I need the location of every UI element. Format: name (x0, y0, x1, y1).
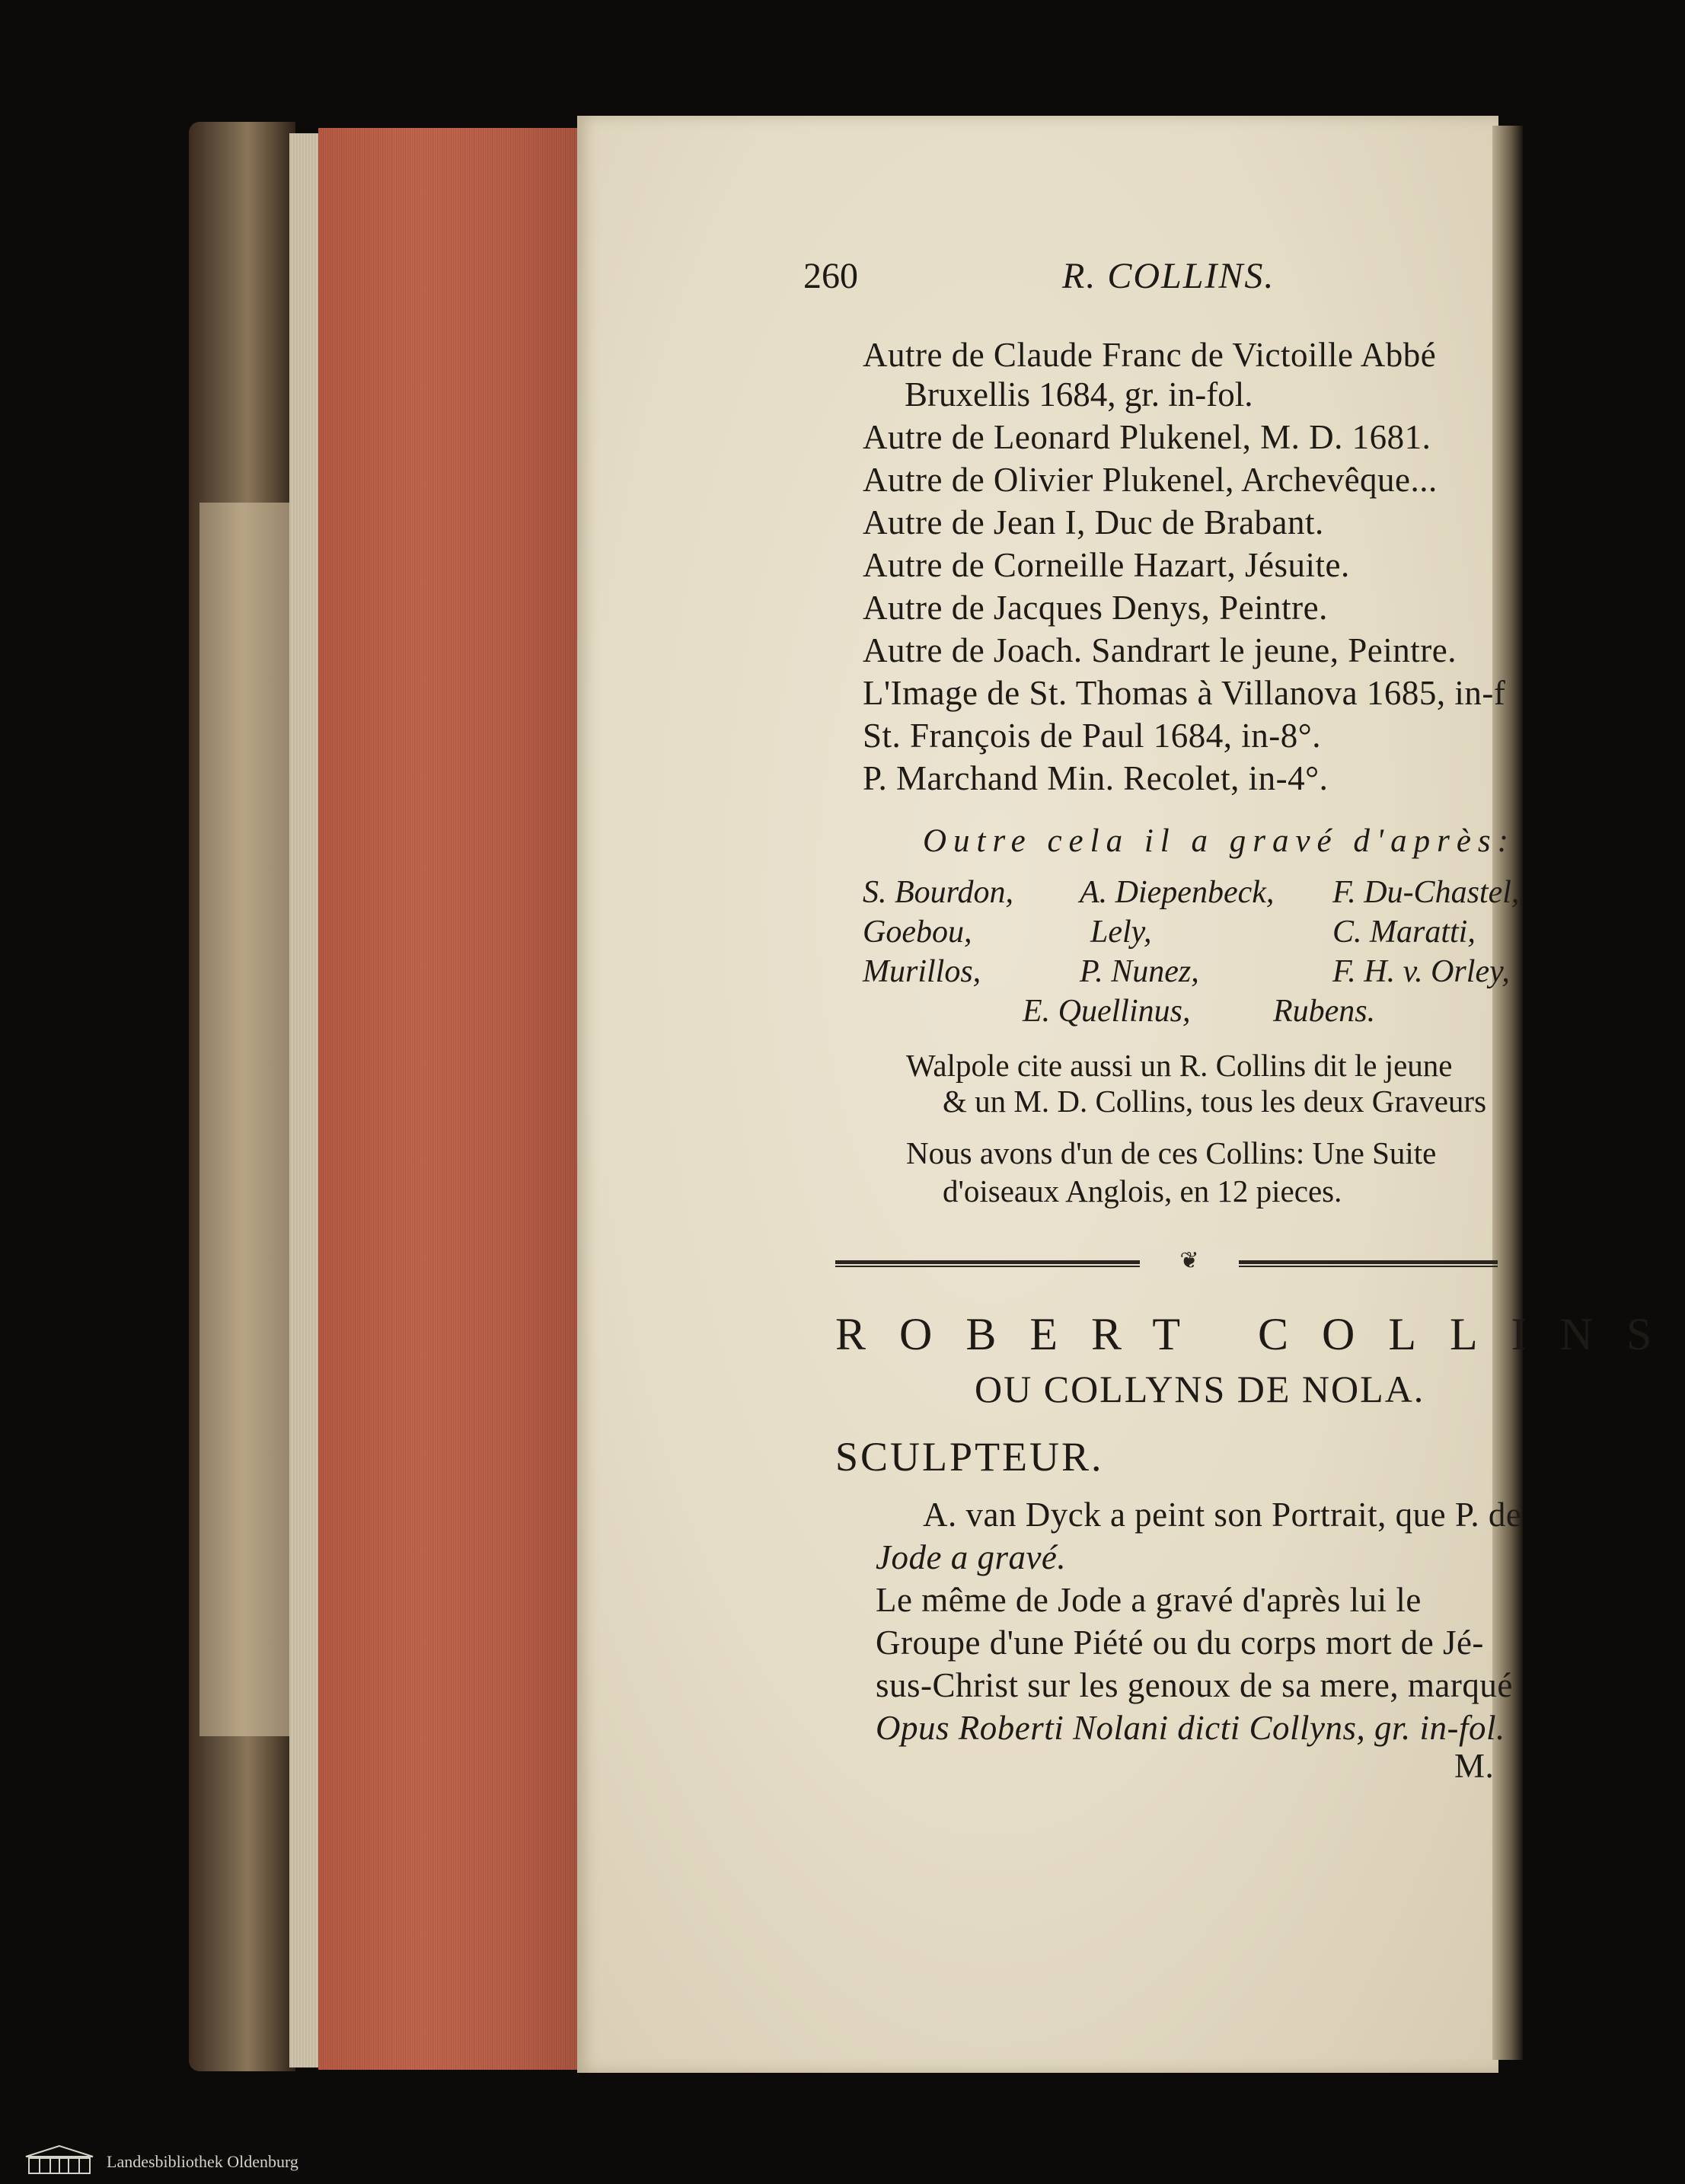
role-heading: SCULPTEUR. (835, 1434, 1104, 1480)
body-line: Groupe d'une Piété ou du corps mort de Jé- (876, 1624, 1484, 1662)
walpole-note: Walpole cite aussi un R. Collins dit le jeune (906, 1048, 1453, 1083)
body-line: Le même de Jode a gravé d'après lui le (876, 1581, 1422, 1619)
collins-note: Nous avons d'un de ces Collins: Une Suite (906, 1135, 1437, 1170)
portrait-line: P. Marchand Min. Recolet, in-4°. (863, 759, 1329, 797)
artist-name: F. Du-Chastel, (1332, 875, 1520, 910)
collins-note: d'oiseaux Anglois, en 12 pieces. (943, 1173, 1342, 1209)
artist-name: A. Diepenbeck, (1080, 875, 1275, 910)
portrait-line: Autre de Olivier Plukenel, Archevêque... (863, 461, 1438, 499)
page-number: 260 (803, 256, 858, 296)
body-line: Jode a gravé. (876, 1538, 1067, 1576)
artist-name: S. Bourdon, (863, 875, 1013, 910)
artist-name: C. Maratti, (1332, 915, 1476, 950)
portrait-line: Autre de Corneille Hazart, Jésuite. (863, 546, 1350, 584)
red-page-edge (318, 128, 577, 2070)
fleuron-icon: ❦ (1140, 1247, 1239, 1275)
library-credit: Landesbibliothek Oldenburg (107, 2152, 298, 2171)
artist-name: P. Nunez, (1080, 954, 1199, 989)
artist-name: Goebou, (863, 915, 972, 950)
cover-label (199, 503, 289, 1736)
page-edges (289, 133, 320, 2067)
library-building-icon (21, 2144, 97, 2176)
artist-name: F. H. v. Orley, (1332, 954, 1510, 989)
artist-name: E. Quellinus, (1023, 994, 1191, 1029)
running-head: R. COLLINS. (1062, 256, 1275, 296)
body-line: Opus Roberti Nolani dicti Collyns, gr. in-fol. (876, 1709, 1505, 1747)
walpole-note: & un M. D. Collins, tous les deux Graveurs (943, 1084, 1487, 1119)
body-line: sus-Christ sur les genoux de sa mere, marqué (876, 1666, 1513, 1704)
gutter (1492, 126, 1523, 2060)
artist-name: Lely, (1090, 915, 1152, 950)
portrait-line: Autre de Claude Franc de Victoille Abbé (863, 336, 1437, 374)
artist-name: Murillos, (863, 954, 981, 989)
portrait-line: Autre de Jean I, Duc de Brabant. (863, 503, 1324, 541)
outre-heading: Outre cela il a gravé d'après: (923, 823, 1515, 859)
section-heading: ROBERT COLLINS (835, 1309, 1685, 1359)
portrait-line: Autre de Jacques Denys, Peintre. (863, 589, 1328, 627)
catchword: M. (1454, 1747, 1495, 1785)
portrait-line: St. François de Paul 1684, in-8°. (863, 717, 1321, 755)
body-line: A. van Dyck a peint son Portrait, que P. de (923, 1496, 1522, 1534)
artist-name: Rubens. (1273, 994, 1376, 1029)
ornamental-rule (835, 1247, 1498, 1274)
portrait-line: Autre de Leonard Plukenel, M. D. 1681. (863, 418, 1431, 456)
portrait-line: Autre de Joach. Sandrart le jeune, Peintre. (863, 631, 1457, 669)
section-subheading: OU COLLYNS DE NOLA. (975, 1368, 1425, 1410)
portrait-line: L'Image de St. Thomas à Villanova 1685, in-f (863, 674, 1506, 712)
portrait-line: Bruxellis 1684, gr. in-fol. (905, 375, 1253, 413)
